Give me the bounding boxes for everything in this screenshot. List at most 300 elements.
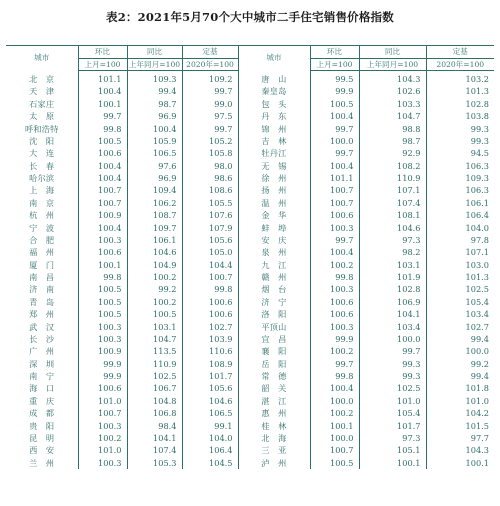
mom-value-left: 100.5 [78,296,127,308]
city-name-right: 泸 州 [238,457,310,469]
base-value-right: 101.3 [426,85,494,97]
city-name-left: 沈 阳 [29,135,55,146]
base-value-left: 100.6 [182,308,238,320]
yoy-value-right: 104.7 [359,110,426,122]
city-name-left: 昆 明 [29,432,55,443]
mom-value-left: 100.2 [78,432,127,444]
column-subheader-mom-left: 上月=100 [78,59,127,71]
column-subheader-yoy-right: 上年同月=100 [359,59,426,71]
yoy-value-right: 104.1 [359,308,426,320]
yoy-value-right: 104.6 [359,222,426,234]
yoy-value-right: 104.3 [359,71,426,86]
base-value-left: 108.9 [182,358,238,370]
mom-value-right: 100.5 [310,98,359,110]
yoy-value-left: 97.6 [127,160,182,172]
base-value-right: 102.5 [426,283,494,295]
mom-value-right: 100.7 [310,184,359,196]
city-name-left: 北 京 [29,73,55,84]
yoy-value-left: 100.2 [127,296,182,308]
base-value-left: 108.6 [182,184,238,196]
mom-value-right: 100.2 [310,345,359,357]
mom-value-left: 100.6 [78,382,127,394]
yoy-value-right: 97.3 [359,234,426,246]
table-row [6,457,494,469]
city-name-right: 桂 林 [238,420,310,432]
base-value-left: 106.5 [182,407,238,419]
base-value-right: 103.2 [426,71,494,86]
yoy-value-left: 98.7 [127,98,182,110]
yoy-value-left: 106.1 [127,234,182,246]
city-name-right: 平顶山 [238,321,310,333]
mom-value-right: 99.8 [310,271,359,283]
yoy-value-right: 108.1 [359,209,426,221]
yoy-value-left: 106.7 [127,382,182,394]
mom-value-right: 99.9 [310,85,359,97]
mom-value-right: 100.4 [310,246,359,258]
mom-value-left: 100.5 [78,308,127,320]
city-name-left: 深 圳 [29,358,55,369]
city-name-right: 牡丹江 [238,147,310,159]
yoy-value-right: 110.9 [359,172,426,184]
table-row [6,246,494,258]
yoy-value-right: 102.6 [359,85,426,97]
city-name-right: 韶 关 [238,382,310,394]
base-value-left: 99.7 [182,85,238,97]
yoy-value-right: 100.1 [359,457,426,469]
city-name-left: 石家庄 [29,98,55,109]
yoy-value-right: 101.0 [359,395,426,407]
base-value-left: 104.6 [182,395,238,407]
table-row [6,420,494,432]
yoy-value-left: 99.4 [127,85,182,97]
mom-value-left: 100.6 [78,147,127,159]
yoy-value-right: 105.4 [359,407,426,419]
mom-value-right: 100.4 [310,160,359,172]
city-name-right: 吉 林 [238,135,310,147]
base-value-left: 105.8 [182,147,238,159]
base-value-left: 107.6 [182,209,238,221]
base-value-left: 99.7 [182,123,238,135]
base-value-right: 101.0 [426,395,494,407]
yoy-value-left: 104.6 [127,246,182,258]
mom-value-left: 99.7 [78,110,127,122]
column-header-base-right: 定基 [426,46,494,59]
yoy-value-right: 105.1 [359,444,426,456]
yoy-value-left: 98.4 [127,420,182,432]
base-value-left: 103.9 [182,333,238,345]
table-row [6,444,494,456]
yoy-value-left: 96.9 [127,110,182,122]
base-value-right: 102.8 [426,98,494,110]
table-row [6,71,494,86]
city-name-right: 唐 山 [238,71,310,86]
base-value-right: 101.3 [426,271,494,283]
yoy-value-left: 109.7 [127,222,182,234]
city-name-left: 福 州 [29,247,55,258]
column-header-yoy-left: 同比 [127,46,182,59]
base-value-left: 98.0 [182,160,238,172]
base-value-right: 106.1 [426,197,494,209]
mom-value-left: 101.0 [78,444,127,456]
yoy-value-left: 104.8 [127,395,182,407]
yoy-value-left: 105.9 [127,135,182,147]
mom-value-right: 99.7 [310,147,359,159]
city-name-left: 宁 波 [29,222,55,233]
yoy-value-right: 103.1 [359,259,426,271]
city-name-right: 岳 阳 [238,358,310,370]
table-row [6,147,494,159]
city-name-right: 丹 东 [238,110,310,122]
mom-value-left: 100.3 [78,234,127,246]
mom-value-left: 100.5 [78,283,127,295]
column-header-mom-left: 环比 [78,46,127,59]
mom-value-right: 100.3 [310,321,359,333]
city-name-right: 温 州 [238,197,310,209]
mom-value-right: 100.0 [310,432,359,444]
mom-value-right: 99.5 [310,71,359,86]
city-name-right: 惠 州 [238,407,310,419]
mom-value-left: 100.6 [78,246,127,258]
base-value-left: 106.4 [182,444,238,456]
base-value-right: 103.4 [426,308,494,320]
column-subheader-base-left: 2020年=100 [182,59,238,71]
table-row [6,407,494,419]
mom-value-right: 99.8 [310,370,359,382]
column-header-city-right: 城市 [238,46,310,71]
base-value-right: 103.8 [426,110,494,122]
base-value-left: 104.0 [182,432,238,444]
yoy-value-right: 101.7 [359,420,426,432]
city-name-left: 兰 州 [29,457,55,468]
city-name-right: 蚌 埠 [238,222,310,234]
mom-value-left: 101.1 [78,71,127,86]
yoy-value-right: 92.9 [359,147,426,159]
table-row [6,321,494,333]
city-name-left: 南 京 [29,197,55,208]
yoy-value-right: 100.0 [359,333,426,345]
base-value-left: 105.6 [182,234,238,246]
yoy-value-left: 100.4 [127,123,182,135]
yoy-value-left: 104.1 [127,432,182,444]
base-value-right: 99.4 [426,333,494,345]
mom-value-right: 100.6 [310,308,359,320]
mom-value-left: 100.4 [78,222,127,234]
mom-value-right: 100.3 [310,222,359,234]
city-name-right: 三 亚 [238,444,310,456]
city-name-left: 重 庆 [29,395,55,406]
base-value-right: 101.5 [426,420,494,432]
city-name-left: 哈尔滨 [29,173,55,183]
table-row [6,345,494,357]
base-value-left: 105.2 [182,135,238,147]
base-value-left: 102.7 [182,321,238,333]
mom-value-left: 100.9 [78,209,127,221]
yoy-value-left: 102.5 [127,370,182,382]
mom-value-right: 99.7 [310,234,359,246]
table-row [6,259,494,271]
city-name-right: 徐 州 [238,172,310,184]
base-value-right: 106.4 [426,209,494,221]
city-name-left: 长 沙 [29,333,55,344]
mom-value-left: 100.5 [78,135,127,147]
city-name-right: 湛 江 [238,395,310,407]
table-row [6,98,494,110]
column-header-base-left: 定基 [182,46,238,59]
yoy-value-right: 107.1 [359,184,426,196]
table-body [6,71,494,470]
base-value-right: 100.0 [426,345,494,357]
city-name-left: 南 宁 [29,371,55,381]
table-row [6,382,494,394]
yoy-value-left: 100.2 [127,271,182,283]
yoy-value-left: 104.9 [127,259,182,271]
base-value-right: 109.3 [426,172,494,184]
table-row [6,85,494,97]
yoy-value-right: 102.8 [359,283,426,295]
column-subheader-base-right: 2020年=100 [426,59,494,71]
base-value-right: 104.2 [426,407,494,419]
mom-value-right: 99.7 [310,123,359,135]
mom-value-left: 100.3 [78,457,127,469]
mom-value-right: 100.2 [310,407,359,419]
base-value-left: 99.8 [182,283,238,295]
table-row [6,432,494,444]
city-name-left: 广 州 [29,346,55,357]
mom-value-left: 100.4 [78,160,127,172]
yoy-value-right: 101.9 [359,271,426,283]
base-value-left: 100.7 [182,271,238,283]
yoy-value-left: 106.8 [127,407,182,419]
table-row [6,283,494,295]
yoy-value-left: 108.7 [127,209,182,221]
column-header-city-left: 城市 [6,46,78,71]
yoy-value-left: 99.2 [127,283,182,295]
table-row [6,209,494,221]
mom-value-left: 100.4 [78,85,127,97]
city-name-right: 扬 州 [238,184,310,196]
table-row [6,222,494,234]
yoy-value-left: 109.3 [127,71,182,86]
city-name-right: 金 华 [238,209,310,221]
mom-value-right: 100.6 [310,209,359,221]
mom-value-left: 100.1 [78,259,127,271]
city-name-left: 合 肥 [29,234,55,245]
base-value-left: 99.1 [182,420,238,432]
city-name-left: 厦 门 [29,259,55,270]
base-value-right: 105.4 [426,296,494,308]
yoy-value-right: 99.3 [359,370,426,382]
yoy-value-left: 96.9 [127,172,182,184]
yoy-value-right: 98.8 [359,123,426,135]
base-value-left: 107.9 [182,222,238,234]
base-value-left: 100.6 [182,296,238,308]
mom-value-left: 100.4 [78,172,127,184]
city-name-left: 呼和浩特 [24,123,59,134]
table-row [6,160,494,172]
mom-value-left: 100.1 [78,98,127,110]
city-name-left: 长 春 [29,160,55,171]
yoy-value-left: 107.4 [127,444,182,456]
city-name-left: 成 都 [29,408,55,419]
mom-value-right: 100.5 [310,457,359,469]
mom-value-left: 99.9 [78,370,127,382]
yoy-value-right: 98.2 [359,246,426,258]
mom-value-left: 100.7 [78,197,127,209]
base-value-right: 101.8 [426,382,494,394]
table-row [6,135,494,147]
yoy-value-left: 106.5 [127,147,182,159]
city-name-left: 大 连 [29,148,55,159]
yoy-value-left: 113.5 [127,345,182,357]
base-value-right: 102.7 [426,321,494,333]
table-row [6,172,494,184]
city-name-right: 北 海 [238,432,310,444]
city-name-right: 锦 州 [238,123,310,135]
city-name-left: 南 昌 [29,272,55,282]
base-value-right: 103.0 [426,259,494,271]
yoy-value-right: 99.7 [359,345,426,357]
yoy-value-right: 99.3 [359,358,426,370]
city-name-left: 济 南 [29,284,55,295]
mom-value-right: 99.9 [310,333,359,345]
base-value-right: 107.1 [426,246,494,258]
city-name-right: 襄 阳 [238,345,310,357]
yoy-value-right: 106.9 [359,296,426,308]
base-value-right: 94.5 [426,147,494,159]
table-row [6,234,494,246]
base-value-right: 99.3 [426,123,494,135]
yoy-value-right: 98.7 [359,135,426,147]
table-row [6,110,494,122]
mom-value-left: 100.3 [78,333,127,345]
city-name-left: 青 岛 [29,296,55,307]
yoy-value-left: 105.3 [127,457,182,469]
city-name-right: 无 锡 [238,160,310,172]
mom-value-left: 100.7 [78,184,127,196]
city-name-left: 西 安 [29,445,55,456]
base-value-left: 98.6 [182,172,238,184]
yoy-value-left: 110.9 [127,358,182,370]
base-value-right: 97.7 [426,432,494,444]
yoy-value-right: 97.3 [359,432,426,444]
table-row [6,184,494,196]
city-name-left: 贵 阳 [29,420,55,431]
price-index-table [6,45,494,469]
yoy-value-right: 102.5 [359,382,426,394]
mom-value-left: 99.9 [78,358,127,370]
mom-value-right: 101.1 [310,172,359,184]
base-value-left: 97.5 [182,110,238,122]
city-name-right: 烟 台 [238,283,310,295]
city-name-left: 上 海 [29,185,55,196]
table-row [6,308,494,320]
yoy-value-left: 100.5 [127,308,182,320]
yoy-value-right: 107.4 [359,197,426,209]
mom-value-left: 101.0 [78,395,127,407]
table-row [6,358,494,370]
city-name-left: 天 津 [29,86,55,97]
table-row [6,296,494,308]
yoy-value-right: 108.2 [359,160,426,172]
base-value-left: 104.4 [182,259,238,271]
base-value-left: 105.5 [182,197,238,209]
base-value-left: 110.6 [182,345,238,357]
mom-value-right: 100.7 [310,444,359,456]
city-name-right: 秦皇岛 [238,85,310,97]
base-value-right: 99.3 [426,135,494,147]
mom-value-right: 100.1 [310,420,359,432]
column-subheader-yoy-left: 上年同月=100 [128,60,181,69]
base-value-right: 100.1 [426,457,494,469]
base-value-right: 106.3 [426,184,494,196]
base-value-left: 101.7 [182,370,238,382]
yoy-value-right: 103.3 [359,98,426,110]
yoy-value-left: 109.4 [127,184,182,196]
base-value-right: 106.3 [426,160,494,172]
mom-value-right: 100.0 [310,395,359,407]
city-name-right: 赣 州 [238,271,310,283]
mom-value-right: 100.4 [310,382,359,394]
base-value-left: 109.2 [182,71,238,86]
mom-value-left: 99.8 [78,123,127,135]
city-name-left: 郑 州 [29,309,55,320]
table-title: 表2：2021年5月70个大中城市二手住宅销售价格指数 [106,10,394,24]
table-row [6,271,494,283]
mom-value-right: 100.0 [310,135,359,147]
city-name-left: 海 口 [29,383,55,394]
base-value-right: 104.3 [426,444,494,456]
mom-value-left: 100.7 [78,407,127,419]
city-name-right: 泉 州 [238,246,310,258]
city-name-right: 安 庆 [238,234,310,246]
yoy-value-left: 103.1 [127,321,182,333]
mom-value-left: 99.8 [78,271,127,283]
base-value-left: 105.0 [182,246,238,258]
city-name-left: 杭 州 [29,210,55,221]
city-name-right: 九 江 [238,259,310,271]
table-row [6,123,494,135]
city-name-right: 常 德 [238,370,310,382]
city-name-right: 包 头 [238,98,310,110]
base-value-right: 97.8 [426,234,494,246]
mom-value-right: 100.7 [310,197,359,209]
mom-value-right: 100.3 [310,283,359,295]
column-subheader-mom-right: 上月=100 [310,59,359,71]
base-value-left: 105.6 [182,382,238,394]
yoy-value-left: 104.7 [127,333,182,345]
city-name-left: 太 原 [29,111,55,122]
column-header-yoy-right: 同比 [359,46,426,59]
mom-value-right: 99.7 [310,358,359,370]
mom-value-right: 100.6 [310,296,359,308]
mom-value-right: 100.4 [310,110,359,122]
table-row [6,370,494,382]
table-row [6,333,494,345]
mom-value-left: 100.3 [78,321,127,333]
city-name-right: 洛 阳 [238,308,310,320]
table-row [6,197,494,209]
table-row [6,395,494,407]
base-value-right: 99.4 [426,370,494,382]
base-value-right: 99.2 [426,358,494,370]
base-value-left: 104.5 [182,457,238,469]
column-header-mom-right: 环比 [310,46,359,59]
mom-value-right: 100.2 [310,259,359,271]
yoy-value-right: 103.4 [359,321,426,333]
mom-value-left: 100.3 [78,420,127,432]
city-name-right: 宜 昌 [238,333,310,345]
base-value-right: 104.0 [426,222,494,234]
